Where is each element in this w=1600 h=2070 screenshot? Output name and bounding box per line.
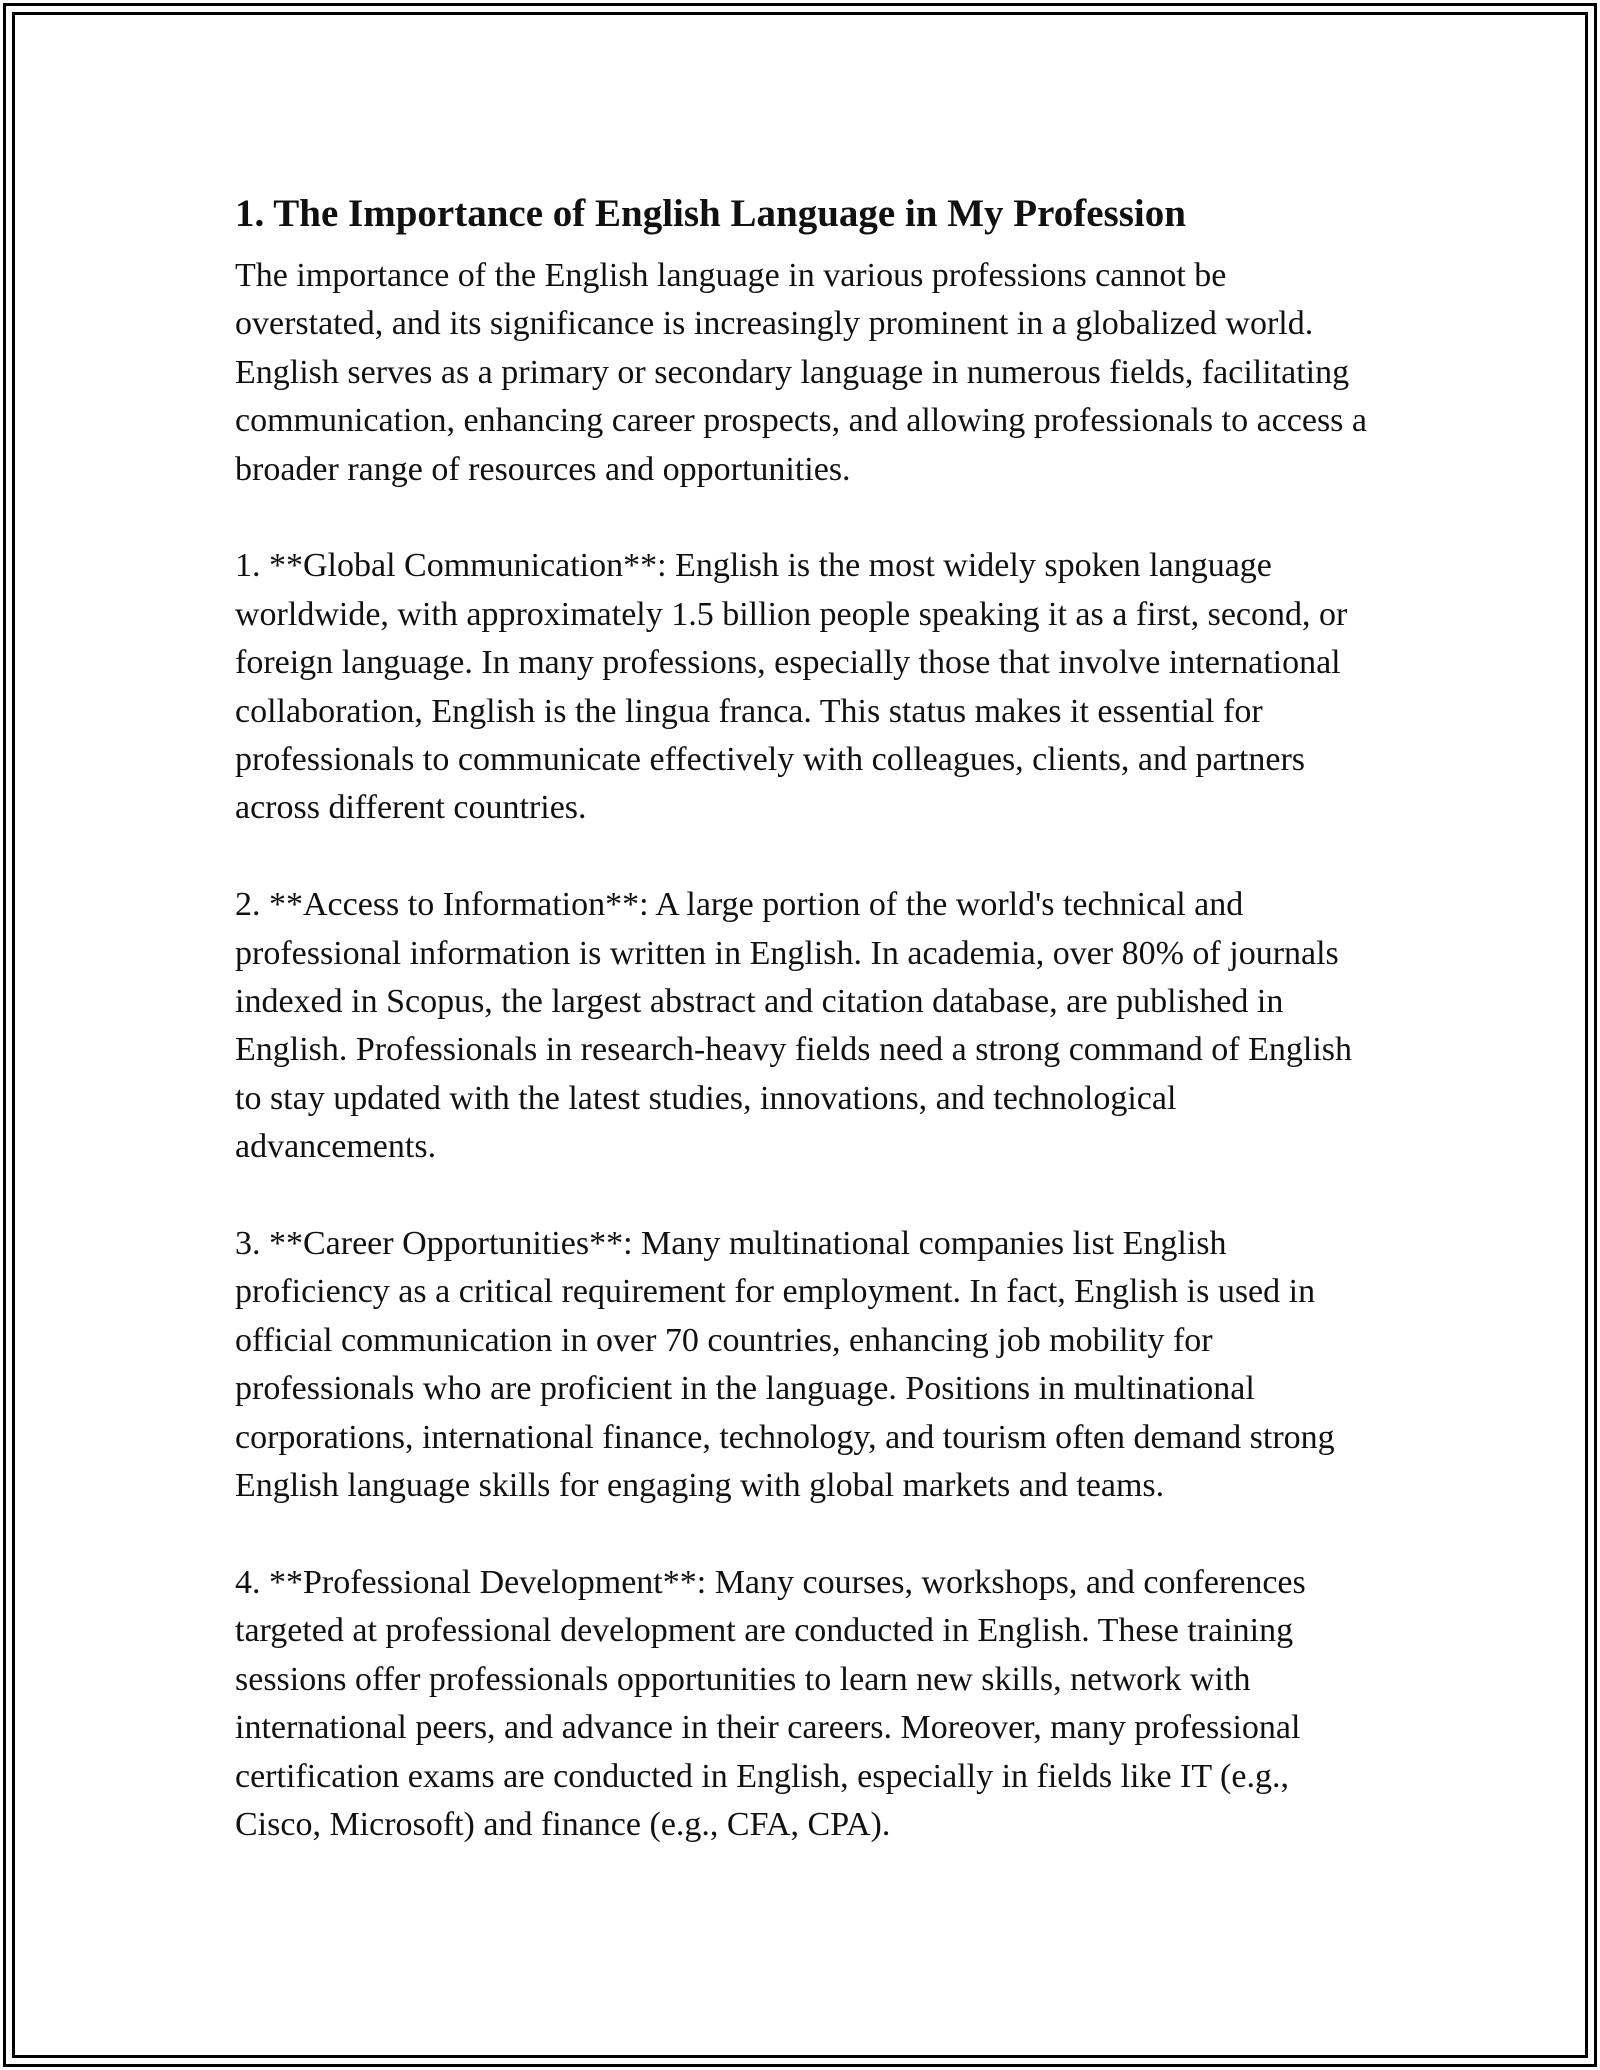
document-body	[235, 188, 1375, 1849]
paragraph-access-to-information: 2. **Access to Information**: A large portion of the world's technical and professional information is written in English. In academia, over 80% of journals indexed in Scopus, the largest abstract and citation database, are published in English. Professionals in research-heavy fields need a strong command of English to stay updated with the latest studies, innovations, and technological advancements.	[235, 886, 1353, 1166]
intro-paragraph: The importance of the English language in various professions cannot be overstated, and its significance is increasingly prominent in a globalized world. English serves as a primary or secondary language in numerous fields, facilitating communication, enhancing career prospects, and allowing professionals to access a broader range of resources and opportunities.	[235, 257, 1367, 488]
section-heading: 1. The Importance of English Language in My Profession	[235, 192, 1186, 235]
paragraph-career-opportunities: 3. **Career Opportunities**: Many multinational companies list English proficiency as a critical requirement for employment. In fact, English is used in official communication in over 70 countries, enhancing job mobility for professionals who are proficient in the language. Positions in multinational corporations, international finance, technology, and tourism often demand strong English language skills for engaging with global markets and teams.	[235, 1225, 1335, 1505]
paragraph-professional-development: 4. **Professional Development**: Many courses, workshops, and conferences targeted at professional development are conducted in English. These training sessions offer professionals opportunities to learn new skills, network with international peers, and advance in their careers. Moreover, many professional certification exams are conducted in English, especially in fields like IT (e.g., Cisco, Microsoft) and finance (e.g., CFA, CPA).	[235, 1563, 1306, 1843]
paragraph-global-communication: 1. **Global Communication**: English is the most widely spoken language worldwide, with approximately 1.5 billion people speaking it as a first, second, or foreign language. In many professions, especially those that involve international collaboration, English is the lingua franca. This status makes it essential for professionals to communicate effectively with colleagues, clients, and partners across different countries.	[235, 547, 1348, 827]
